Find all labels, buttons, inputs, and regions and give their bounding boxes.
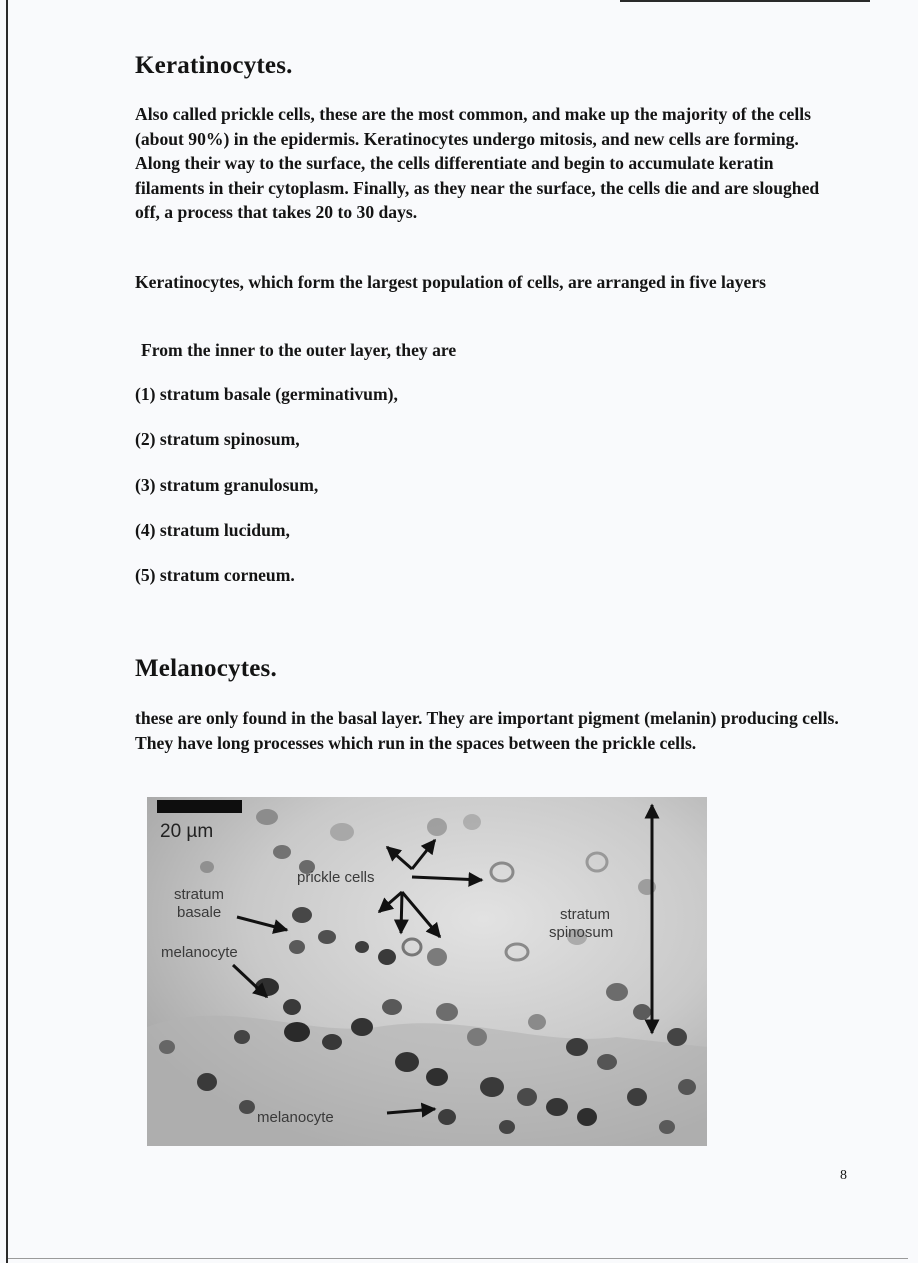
- label-prickle-cells: prickle cells: [297, 869, 375, 886]
- scan-border-bottom: [8, 1258, 908, 1259]
- melanocytes-heading: Melanocytes.: [135, 655, 277, 682]
- scan-border-top: [620, 0, 870, 2]
- label-stratum-basale: stratum: [174, 886, 225, 903]
- keratinocytes-paragraph-3: From the inner to the outer layer, they are: [141, 340, 457, 360]
- label-stratum-spinosum: spinosum: [549, 924, 614, 941]
- scale-bar-label: 20 µm: [160, 821, 214, 842]
- label-melanocyte-bottom: melanocyte: [257, 1109, 334, 1126]
- layer-item: (3) stratum granulosum,: [135, 475, 319, 495]
- layer-item: (4) stratum lucidum,: [135, 520, 290, 540]
- keratinocytes-paragraph-2: Keratinocytes, which form the largest population of cells, are arranged in five layers: [135, 272, 766, 292]
- label-stratum-spinosum: stratum: [560, 906, 611, 923]
- label-melanocyte-top: melanocyte: [161, 944, 238, 961]
- label-stratum-basale: basale: [177, 904, 222, 921]
- epidermis-micrograph: [147, 797, 707, 1146]
- layer-item: (2) stratum spinosum,: [135, 429, 300, 449]
- page-number: 8: [840, 1168, 847, 1183]
- layer-item: (1) stratum basale (germinativum),: [135, 384, 398, 404]
- keratinocytes-paragraph-1: Also called prickle cells, these are the most common, and make up the majority of the cells (about 90%) in the epidermis. Keratinocytes undergo mitosis, and new cells are forming. Along their way to the surface, the cells differentiate and begin to accumulate keratin filaments in their cytoplasm. Finally, as they near the surface, the cells die and are sloughed off, a process that takes 20 to 30 days.: [135, 104, 820, 222]
- scan-border-left: [6, 0, 8, 1263]
- scale-bar: [157, 800, 242, 813]
- melanocytes-paragraph: these are only found in the basal layer. They are important pigment (melanin) producing cells. They have long processes which run in the spaces between the prickle cells.: [135, 708, 839, 753]
- layer-item: (5) stratum corneum.: [135, 565, 295, 585]
- keratinocytes-heading: Keratinocytes.: [135, 52, 293, 79]
